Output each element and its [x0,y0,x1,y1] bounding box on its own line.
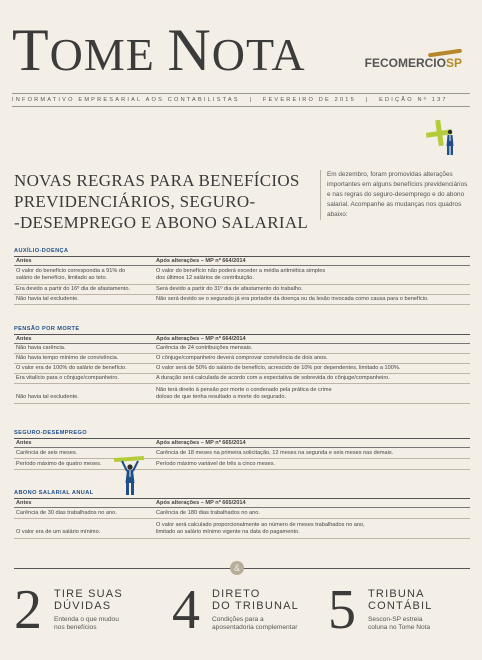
teaser-subtitle: Condições para a aposentadoria complementar [212,616,298,631]
table-row: O valor era de um salário mínimo. O valor será calculado proporcionalmente ao número de meses trabalhados no ano, limitado ao salário mínimo vigente na data do pagamento. [14,519,470,539]
table-row: Carência de seis meses. Carência de 18 meses na primeira solicitação, 12 meses na segunda e seis meses nas demais. [14,448,470,459]
table-header-row: Antes Após alterações – MP nº 665/2014 [14,439,470,448]
tome-nota-logo: TOME NOTA [12,17,306,83]
newsletter-label: INFORMATIVO EMPRESARIAL AOS CONTABILISTAS [12,97,240,103]
info-bar: INFORMATIVO EMPRESARIAL AOS CONTABILISTAS | FEVEREIRO DE 2015 | EDIÇÃO Nº 137 [12,93,470,107]
main-headline: NOVAS REGRAS PARA BENEFÍCIOS PREVIDENCIÁRIOS, SEGURO- -DESEMPREGO E ABONO SALARIAL [14,171,309,232]
section-title: ABONO SALARIAL ANUAL [14,490,94,496]
section-abono-salarial [14,488,470,539]
table-header-row: Antes Após alterações – MP nº 665/2014 [14,499,470,508]
page-number: 5 [328,579,356,641]
teaser-subtitle: Sescon-SP estreia coluna no Tome Nota [368,616,431,631]
teaser-title: TIRE SUAS DÚVIDAS [54,588,123,612]
page-number: 4 [172,579,200,641]
section-title: AUXÍLIO-DOENÇA [14,248,69,254]
comparison-table [14,334,470,404]
teaser-title: TRIBUNA CONTÁBIL [368,588,433,612]
comparison-table [14,256,470,305]
table-row: Não havia carência. Carência de 24 contribuições mensais. [14,344,470,354]
table-row: Período máximo de quatro meses. Período máximo variável de três a cinco meses. [14,459,470,470]
table-header-row: Antes Após alterações – MP nº 664/2014 [14,335,470,344]
fecomercio-logo: FECOMERCIOSP [364,56,462,70]
issue-date: FEVEREIRO DE 2015 [262,97,356,103]
section-title: PENSÃO POR MORTE [14,326,80,332]
table-row: O valor era de 100% do salário de benefício. O valor será de 50% do salário de benefício, acrescido de 10% por dependentes, limitado a 100%. [14,364,470,374]
table-row: Era vitalício para o cônjuge/companheiro. A duração será calculada de acordo com a expectativa de sobrevida do cônjuge/companheiro. [14,374,470,384]
table-row: O valor do benefício correspondia a 91% do salário de benefício, limitado ao teto. O valor do benefício não poderá exceder a média aritmética simples dos últimos 12 salários de contribuição. [14,266,470,285]
teaser-title: DIRETO DO TRIBUNAL [212,588,299,612]
table-row: Não havia tal excludente. Não terá direito à pensão por morte o condenado pela prática de crime doloso de que tenha resultado a morte do segurado. [14,384,470,404]
table-header-row: Antes Após alterações – MP nº 664/2014 [14,257,470,266]
table-row: Não havia tempo mínimo de convivência. O cônjuge/companheiro deverá comprovar convivência de dois anos. [14,354,470,364]
section-pensao-por-morte [14,324,470,404]
teaser-subtitle: Entenda o que mudou nos benefícios [54,616,119,631]
comparison-table [14,498,470,539]
teaser-tire-suas-duvidas[interactable] [14,580,154,650]
ampersand-icon: & [230,561,244,575]
table-row: Não havia tal excludente. Não será devido se o segurado já era portador da doença ou da lesão invocada como causa para o benefício. [14,295,470,305]
table-row: Era devido a partir do 16º dia de afastamento. Será devido a partir do 31º dia de afastamento do trabalho. [14,285,470,295]
section-title: SEGURO-DESEMPREGO [14,430,88,436]
masthead [12,17,474,90]
section-seguro-desemprego [14,428,470,470]
comparison-table [14,438,470,470]
teaser-direto-do-tribunal[interactable] [172,580,322,650]
page-number: 2 [14,579,42,641]
edition-number: EDIÇÃO Nº 137 [379,97,448,103]
teaser-tribuna-contabil[interactable] [328,580,468,650]
businessman-holding-plus-illustration [423,118,463,158]
section-auxilio-doenca [14,246,470,305]
intro-paragraph: Em dezembro, foram promovidas alterações importantes em alguns benefícios previdenciários e nas regras do seguro-desemprego e do abono salarial. Acompanhe as mudanças nos quadros abaixo: [320,170,472,220]
table-row: Carência de 30 dias trabalhados no ano. Carência de 180 dias trabalhados no ano. [14,508,470,519]
